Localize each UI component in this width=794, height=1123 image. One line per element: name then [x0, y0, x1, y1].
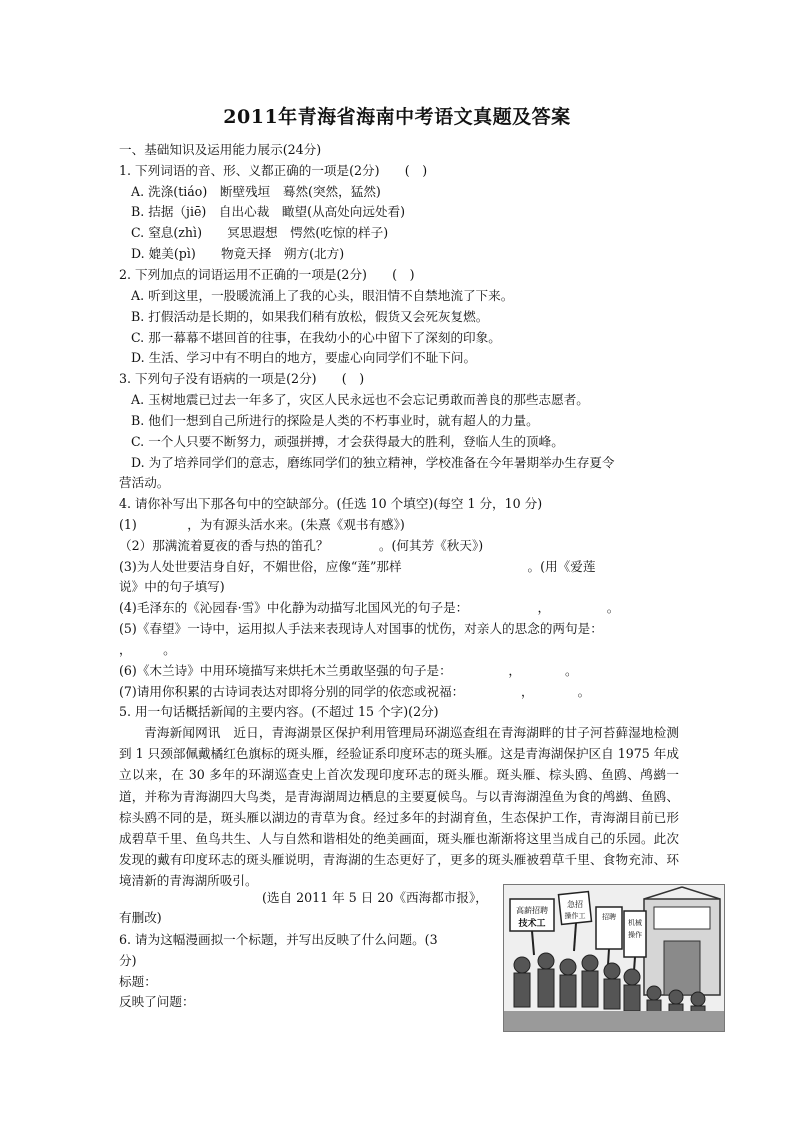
question-1-option-a: A. 洗涤(tiáo) 断壁残垣 蓦然(突然，猛然): [131, 184, 381, 199]
cartoon-sign-text-7: 操作: [628, 931, 642, 939]
question-3-stem: 3. 下列句子没有语病的一项是(2分) ( ): [119, 371, 365, 386]
question-4-item-3: (3)为人处世要洁身自好，不媚世俗，应像“莲”那样 。(用《爱莲: [119, 559, 596, 574]
question-2-stem: 2. 下列加点的词语运用不正确的一项是(2分) ( ): [119, 267, 415, 282]
cartoon-sign-text-6: 机械: [628, 919, 642, 927]
cartoon-sign-text-3: 急招: [567, 900, 583, 909]
news-source: (选自 2011 年 5 日 20《西海都市报》，: [262, 890, 488, 905]
question-3-option-d: D. 为了培养同学们的意志，磨练同学们的独立精神，学校准备在今年暑期举办生存夏令: [131, 455, 615, 470]
question-2-option-a: A. 听到这里，一股暖流涌上了我的心头，眼泪情不自禁地流了下来。: [131, 288, 514, 303]
question-4-item-7: (7)请用你积累的古诗词表达对即将分别的同学的依恋或祝福： ， 。: [119, 684, 591, 699]
question-3-option-a: A. 玉树地震已过去一年多了，灾区人民永远也不会忘记勇敢而善良的那些志愿者。: [131, 392, 589, 407]
cartoon-drawing: [504, 885, 724, 1031]
question-4-item-2: （2）那满流着夏夜的香与热的笛孔？ 。(何其芳《秋天》): [119, 538, 484, 553]
news-passage: 青海新闻网讯 近日，青海湖景区保护利用管理局环湖巡查组在青海湖畔的甘子河苔藓湿地检测到 1 只颈部佩戴橘红色旗标的斑头雁，经验证系印度环志的斑头雁。这是青海湖保护区自 1975 年成立以来，在 30 多年的环湖巡查史上首次发现印度环志的斑头雁。斑头雁、棕头鸥、鱼鸥、鸬鹚一道，并称为青海湖四大鸟类，是青海湖周边栖息的主要夏候鸟。与以青海湖湟鱼为食的鸬鹚、鱼鸥、棕头鸥不同的是，斑头雁以湖边的青草为食。经过多年的封湖育鱼，生态保护工作，青海湖目前已形成碧草千里、鱼鸟共生、人与自然和谐相处的绝美画面，斑头雁也渐渐将这里当成自己的乐园。此次发现的戴有印度环志的斑头雁说明，青海湖的生态更好了，更多的斑头雁被碧草千里、食物充沛、环境清新的青海湖所吸引。: [119, 725, 679, 889]
question-2-option-d: D. 生活、学习中有不明白的地方，要虚心向同学们不耻下问。: [131, 350, 477, 365]
question-4-item-1: (1) ，为有源头活水来。(朱熹《观书有感》): [119, 517, 405, 532]
question-1-option-d: D. 媲美(pì) 物竟天择 朔方(北方): [131, 246, 345, 261]
question-4-item-6: (6)《木兰诗》中用环境描写来烘托木兰勇敢坚强的句子是： ， 。: [119, 663, 578, 678]
cartoon-sign-text-2: 技术工: [518, 919, 546, 929]
question-6-stem: 6. 请为这幅漫画拟一个标题，并写出反映了什么问题。(3: [119, 932, 438, 947]
page-title: 2011年青海省海南中考语文真题及答案: [223, 106, 571, 128]
cartoon-sign-text-5: 招聘: [602, 913, 616, 921]
question-6-stem-continued: 分): [119, 953, 137, 968]
question-1-stem: 1. 下列词语的音、形、义都正确的一项是(2分) ( ): [119, 163, 428, 178]
question-5-stem: 5. 用一句话概括新闻的主要内容。(不超过 15 个字)(2分): [119, 704, 439, 719]
cartoon-sign-text-1: 高薪招聘: [516, 906, 548, 915]
question-4-item-5: (5)《春望》一诗中，运用拟人手法来表现诗人对国事的忧伤，对亲人的思念的两句是：: [119, 621, 603, 636]
problem-label: 反映了问题：: [119, 994, 195, 1009]
question-2-option-b: B. 打假活动是长期的，如果我们稍有放松，假货又会死灰复燃。: [131, 309, 489, 324]
question-3-option-c: C. 一个人只要不断努力，顽强拼搏，才会获得最大的胜利，登临人生的顶峰。: [131, 434, 564, 449]
title-label: 标题：: [119, 974, 157, 989]
question-4-item-3-continued: 说》中的句子填写): [119, 579, 225, 594]
question-1-option-c: C. 窒息(zhì) 冥思遐想 愕然(吃惊的样子): [131, 225, 389, 240]
question-3-option-d-continued: 营活动。: [119, 475, 170, 490]
question-2-option-c: C. 那一幕幕不堪回首的往事，在我幼小的心中留下了深刻的印象。: [131, 330, 501, 345]
question-4-item-5-blanks: ， 。: [119, 642, 176, 657]
question-4-stem: 4. 请你补写出下那各句中的空缺部分。(任选 10 个填空)(每空 1 分，10 分): [119, 496, 543, 511]
question-3-option-b: B. 他们一想到自己所进行的探险是人类的不朽事业时，就有超人的力量。: [131, 413, 539, 428]
question-1-option-b: B. 拮据（jiē) 自出心裁 瞰望(从高处向远处看): [131, 204, 406, 219]
cartoon-illustration: [503, 884, 725, 1032]
section-heading: 一、基础知识及运用能力展示(24分): [119, 142, 322, 157]
news-source-note: 有删改): [119, 910, 162, 925]
question-4-item-4: (4)毛泽东的《沁园春·雪》中化静为动描写北国风光的句子是： ， 。: [119, 600, 620, 615]
cartoon-sign-text-4: 操作工: [564, 912, 586, 920]
